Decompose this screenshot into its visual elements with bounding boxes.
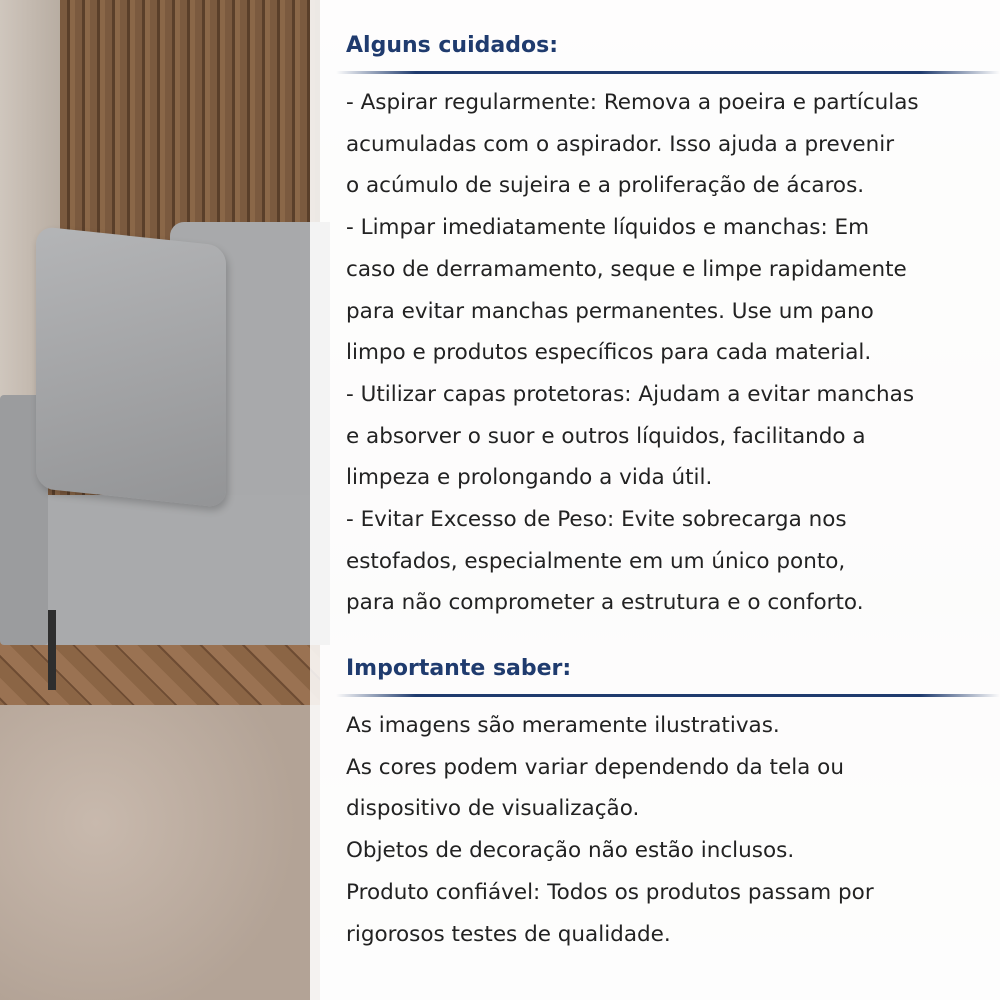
care-line: - Utilizar capas protetoras: Ajudam a evitar manchas [346, 381, 915, 407]
notes-heading: Importante saber: [346, 656, 572, 681]
sofa-leg [48, 610, 56, 690]
notes-list [346, 705, 986, 955]
notes-line: rigorosos testes de qualidade. [346, 921, 671, 947]
care-line: estofados, especialmente em um único ponto, [346, 548, 846, 574]
notes-line: As cores podem variar dependendo da tela ou [346, 754, 844, 780]
care-line: para não comprometer a estrutura e o conforto. [346, 590, 864, 616]
care-line: caso de derramamento, seque e limpe rapidamente [346, 256, 907, 282]
care-list [346, 82, 986, 624]
care-line: e absorver o suor e outros líquidos, facilitando a [346, 423, 866, 449]
rug [0, 705, 320, 1000]
sofa-cushion [36, 226, 226, 508]
care-line: limpo e produtos específicos para cada material. [346, 340, 872, 366]
care-line: acumuladas com o aspirador. Isso ajuda a prevenir [346, 131, 895, 157]
care-line: - Limpar imediatamente líquidos e manchas: Em [346, 215, 870, 241]
care-line: - Evitar Excesso de Peso: Evite sobrecarga nos [346, 507, 847, 533]
notes-line: Objetos de decoração não estão inclusos. [346, 838, 795, 864]
care-line: - Aspirar regularmente: Remova a poeira e partículas [346, 90, 919, 115]
sofa-seat [40, 495, 330, 645]
care-line: para evitar manchas permanentes. Use um pano [346, 298, 874, 324]
notes-line: dispositivo de visualização. [346, 796, 640, 822]
care-line: o acúmulo de sujeira e a proliferação de ácaros. [346, 173, 865, 199]
notes-line: As imagens são meramente ilustrativas. [346, 713, 780, 738]
care-heading: Alguns cuidados: [346, 33, 558, 58]
notes-line: Produto confiável: Todos os produtos passam por [346, 879, 874, 905]
care-line: limpeza e prolongando a vida útil. [346, 465, 713, 491]
notes-divider [336, 694, 1000, 697]
care-divider [336, 71, 1000, 74]
